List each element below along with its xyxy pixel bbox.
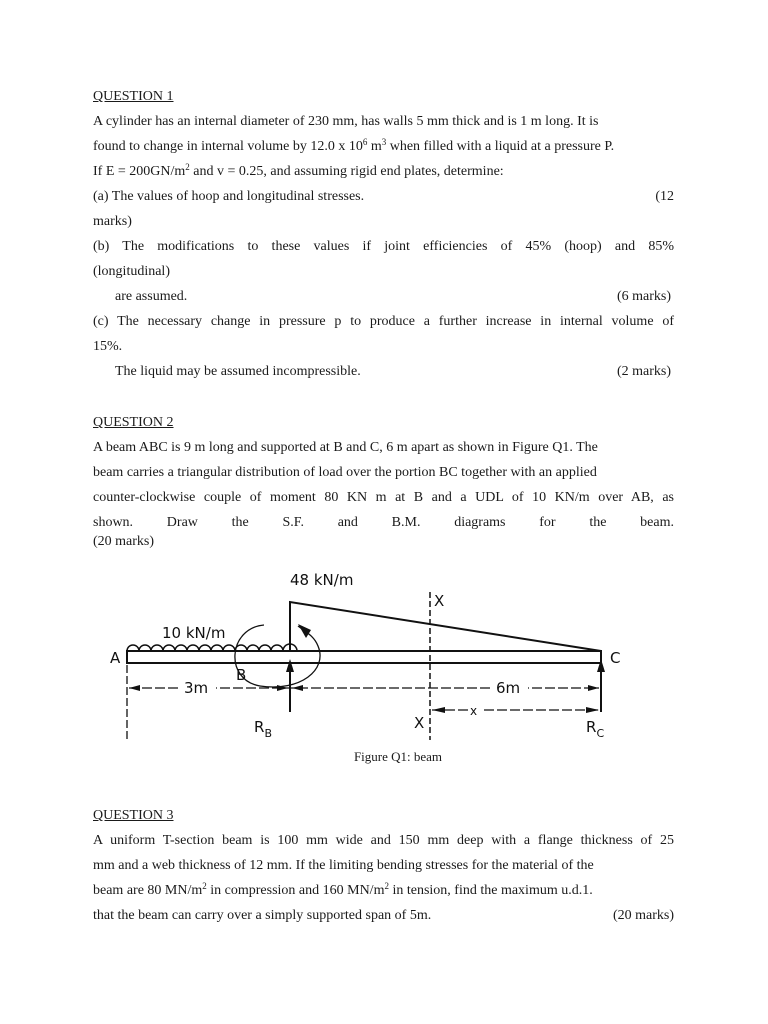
subscript: B bbox=[264, 727, 272, 740]
question-3-line-3 bbox=[93, 878, 674, 903]
beam-body bbox=[127, 651, 601, 663]
point-b-label: B bbox=[236, 666, 247, 684]
question-3-line-4 bbox=[93, 903, 674, 928]
reaction-c-label bbox=[586, 718, 604, 740]
question-2-line-1: A beam ABC is 9 m long and supported at B and C, 6 m apart as shown in Figure Q1. The bbox=[93, 440, 598, 455]
point-a-label: A bbox=[110, 649, 121, 667]
question-2-line-4: shown. Draw the S.F. and B.M. diagrams for the beam. bbox=[93, 515, 674, 530]
arrowhead bbox=[597, 659, 605, 672]
question-1 bbox=[93, 84, 674, 554]
part-c-line-1: (c) The necessary change in pressure p to produce a further increase in internal volume of bbox=[93, 314, 674, 329]
part-a-marks-cont: marks) bbox=[93, 214, 132, 229]
arrowhead bbox=[586, 707, 599, 713]
dimension-6m: 6m bbox=[496, 679, 521, 697]
udl-label: 10 kN/m bbox=[162, 624, 226, 642]
part-c-line-2: 15%. bbox=[93, 339, 123, 354]
figure-caption: Figure Q1: beam bbox=[353, 749, 443, 764]
question-3-heading: QUESTION 3 bbox=[93, 808, 174, 823]
arrowhead bbox=[588, 685, 599, 691]
text: that the beam can carry over a simply supported span of 5m. bbox=[93, 908, 432, 923]
text: m bbox=[367, 139, 382, 154]
beam-diagram bbox=[100, 562, 640, 748]
part-b-marks: (6 marks) bbox=[616, 289, 671, 304]
arrowhead bbox=[292, 685, 303, 691]
beam-figure bbox=[100, 562, 640, 748]
part-b-text: are assumed. bbox=[115, 289, 188, 304]
superscript: 2 bbox=[384, 881, 389, 891]
question-1-line-3 bbox=[93, 159, 674, 184]
question-1-heading: QUESTION 1 bbox=[93, 89, 174, 104]
question-2-line-3: counter-clockwise couple of moment 80 KN m at B and a UDL of 10 KN/m over AB, as bbox=[93, 490, 674, 505]
arrowhead bbox=[432, 707, 445, 713]
part-c-marks: (2 marks) bbox=[616, 364, 671, 379]
part-c-line-3 bbox=[93, 359, 674, 384]
arrowhead bbox=[286, 659, 294, 672]
superscript: 2 bbox=[185, 162, 190, 172]
part-b-line-1: (b) The modifications to these values if joint efficiencies of 45% (hoop) and 85% bbox=[93, 239, 674, 254]
text: found to change in internal volume by 12.0 x 10 bbox=[93, 139, 363, 154]
question-1-line-2 bbox=[93, 134, 674, 159]
text: in tension, find the maximum u.d.1. bbox=[388, 883, 593, 898]
text: R bbox=[586, 718, 597, 736]
dimension-3m: 3m bbox=[184, 679, 209, 697]
superscript: 6 bbox=[362, 137, 368, 147]
triangular-load bbox=[290, 602, 601, 651]
text: If E = 200GN/m bbox=[93, 164, 186, 179]
question-2-marks: (20 marks) bbox=[93, 534, 155, 549]
part-b-line-2: (longitudinal) bbox=[93, 264, 170, 279]
text: when filled with a liquid at a pressure P. bbox=[386, 139, 615, 154]
dimension-x: x bbox=[470, 704, 478, 718]
superscript: 3 bbox=[381, 137, 387, 147]
question-2-line-2: beam carries a triangular distribution of load over the portion BC together with an applied bbox=[93, 465, 597, 480]
part-a-marks: (12 bbox=[655, 189, 674, 204]
question-2-heading: QUESTION 2 bbox=[93, 415, 174, 430]
text: in compression and 160 MN/m bbox=[206, 883, 385, 898]
text: beam are 80 MN/m bbox=[93, 883, 203, 898]
subscript: C bbox=[596, 727, 605, 740]
part-a bbox=[93, 184, 674, 209]
triangular-load-label: 48 kN/m bbox=[290, 571, 354, 589]
text: and v = 0.25, and assuming rigid end plates, determine: bbox=[189, 164, 504, 179]
text: R bbox=[254, 718, 265, 736]
question-3-line-2: mm and a web thickness of 12 mm. If the limiting bending stresses for the material of the bbox=[93, 858, 594, 873]
question-3-line-1: A uniform T-section beam is 100 mm wide and 150 mm deep with a flange thickness of 25 bbox=[93, 833, 674, 848]
part-c-text: The liquid may be assumed incompressible. bbox=[115, 364, 361, 379]
part-b-line-3 bbox=[93, 284, 674, 309]
question-3 bbox=[93, 803, 674, 928]
arrowhead bbox=[129, 685, 140, 691]
question-1-line-1: A cylinder has an internal diameter of 230 mm, has walls 5 mm thick and is 1 m long. It is bbox=[93, 114, 599, 129]
couple-arrowhead bbox=[298, 624, 311, 638]
section-x-top: X bbox=[434, 592, 445, 610]
point-c-label: C bbox=[610, 649, 621, 667]
udl-load bbox=[127, 644, 297, 651]
reaction-b-label bbox=[254, 718, 272, 740]
part-a-text: (a) The values of hoop and longitudinal stresses. bbox=[93, 189, 365, 204]
section-x-bottom: X bbox=[414, 714, 425, 732]
superscript: 2 bbox=[202, 881, 207, 891]
question-3-marks: (20 marks) bbox=[612, 908, 674, 923]
